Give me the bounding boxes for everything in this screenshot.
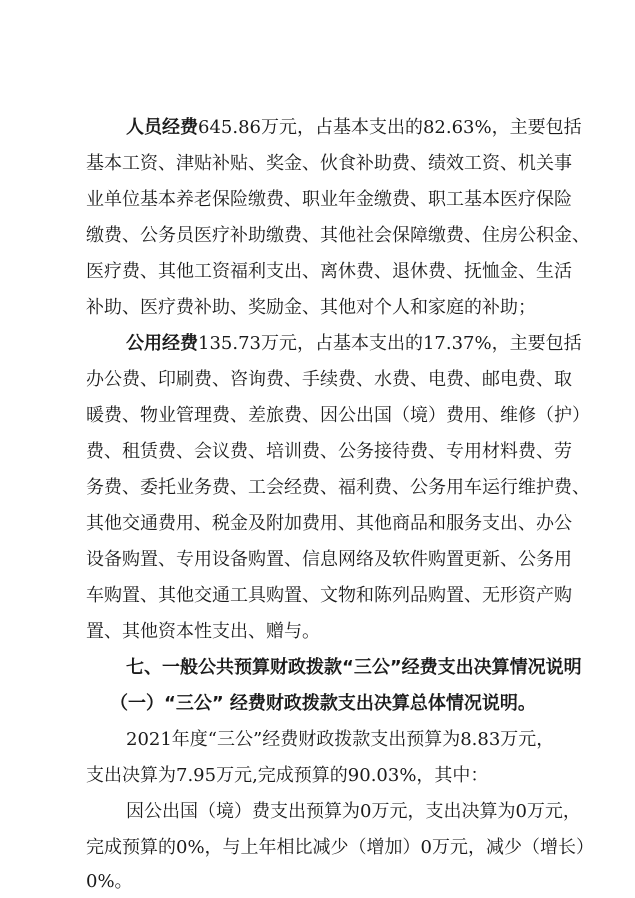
personnel-line: 补助、医疗费补助、奖励金、其他对个人和家庭的补助； [86,297,536,318]
personnel-line: 基本工资、津贴补贴、奖金、伙食补助费、绩效工资、机关事 [86,153,572,174]
abroad-line: 0%。 [86,871,133,892]
summary-line: 支出决算为7.95万元,完成预算的90.03%，其中： [86,765,489,786]
personnel-summary: 645.86万元，占基本支出的82.63%，主要包括 [198,117,582,138]
public-line: 暖费、物业管理费、差旅费、因公出国（境）费用、维修（护） [86,405,590,426]
section-heading: 七、一般公共预算财政拨款“三公”经费支出决算情况说明 [126,657,582,678]
public-line: 设备购置、专用设备购置、信息网络及软件购置更新、公务用 [86,549,572,570]
public-line: 办公费、印刷费、咨询费、手续费、水费、电费、邮电费、取 [86,369,572,390]
public-first-line [126,332,582,356]
personnel-line: 业单位基本养老保险缴费、职业年金缴费、职工基本医疗保险 [86,189,572,210]
abroad-line: 因公出国（境）费支出预算为0万元，支出决算为0万元， [126,801,581,822]
personnel-label: 人员经费 [126,117,198,138]
public-line: 务费、委托业务费、工会经费、福利费、公务用车运行维护费、 [86,477,590,498]
public-summary: 135.73万元，占基本支出的17.37%，主要包括 [198,333,582,354]
public-line: 车购置、其他交通工具购置、文物和陈列品购置、无形资产购 [86,585,572,606]
personnel-line: 医疗费、其他工资福利支出、离休费、退休费、抚恤金、生活 [86,261,572,282]
public-line: 置、其他资本性支出、赠与。 [86,621,320,642]
public-label: 公用经费 [126,333,198,354]
personnel-line: 缴费、公务员医疗补助缴费、其他社会保障缴费、住房公积金、 [86,225,590,246]
personnel-first-line [126,116,582,140]
public-line: 费、租赁费、会议费、培训费、公务接待费、专用材料费、劳 [86,441,572,462]
subsection-heading: （一）“三公” 经费财政拨款支出决算总体情况说明。 [110,693,536,714]
public-line: 其他交通费用、税金及附加费用、其他商品和服务支出、办公 [86,513,572,534]
summary-line: 2021年度“三公”经费财政拨款支出预算为8.83万元， [126,729,555,750]
abroad-line: 完成预算的0%，与上年相比减少（增加）0万元，减少（增长） [86,837,595,858]
